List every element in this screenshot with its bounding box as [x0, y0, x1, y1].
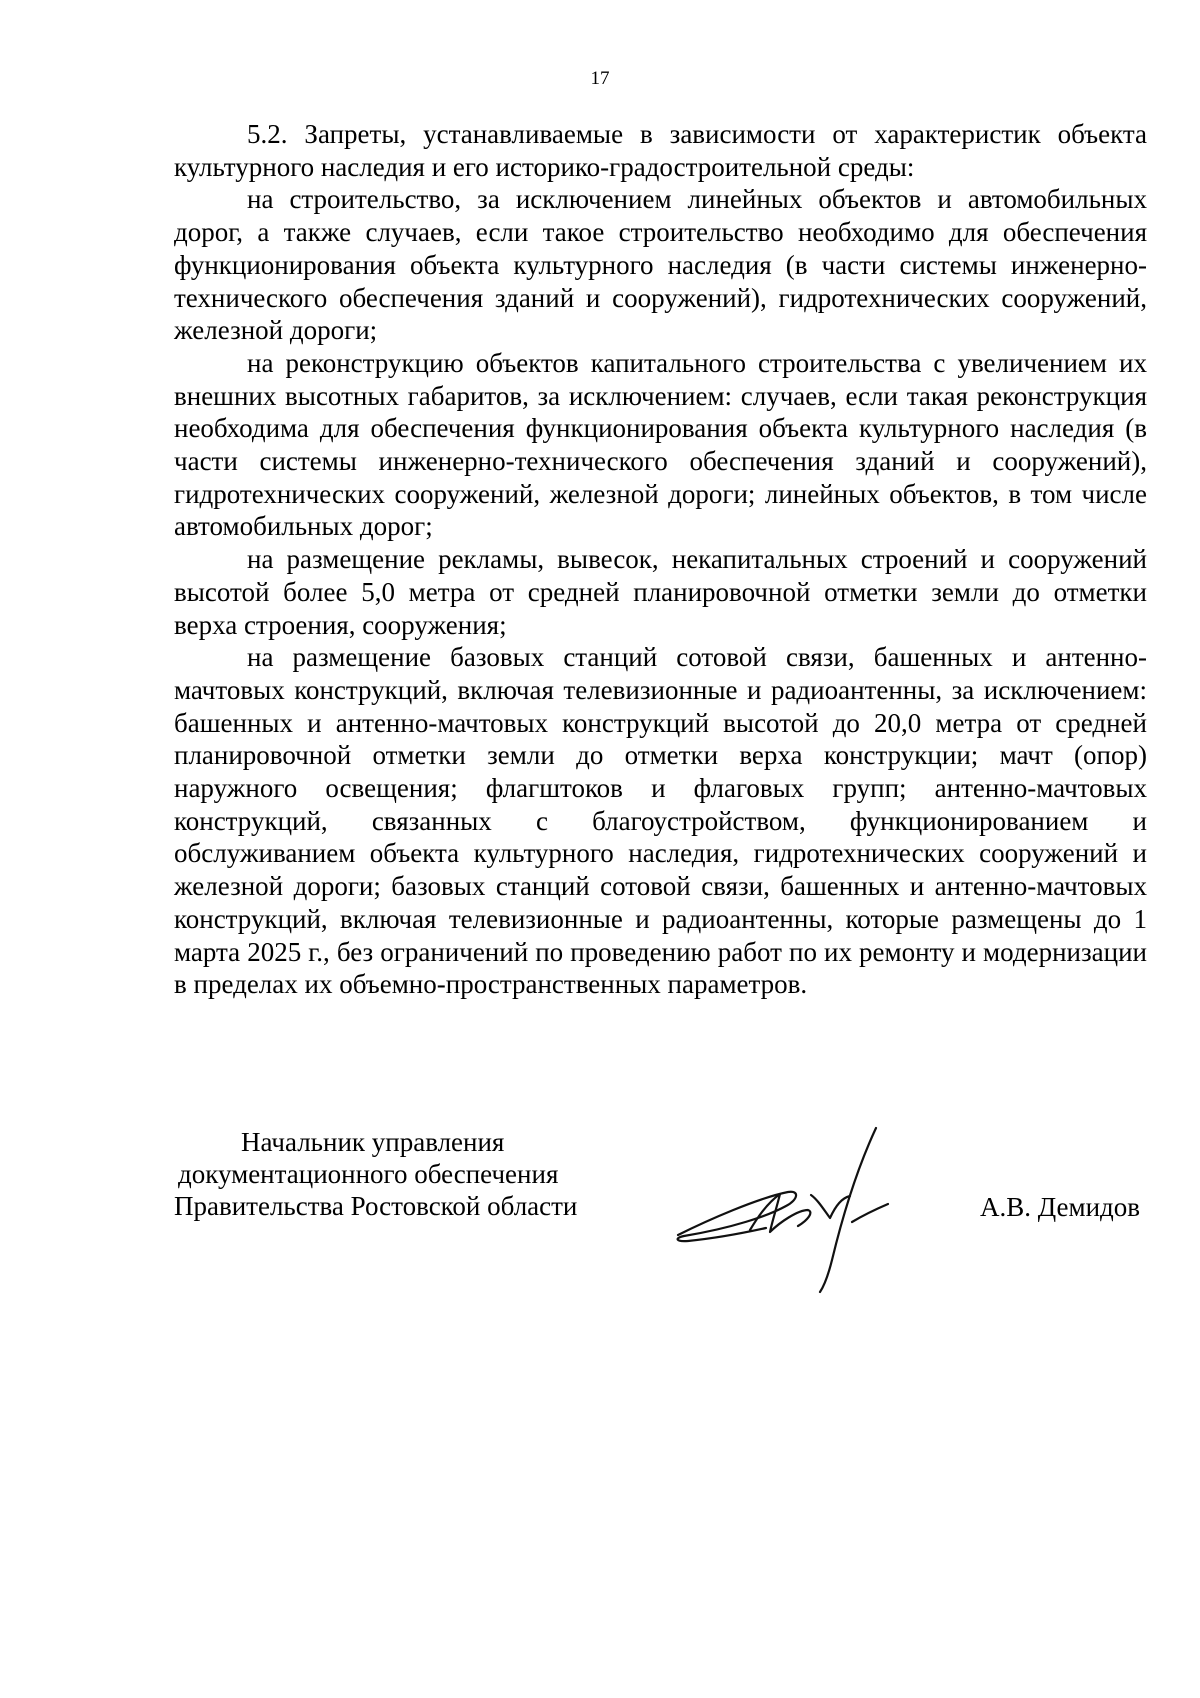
signer-position: [174, 1126, 594, 1222]
page-number: 17: [590, 68, 610, 89]
paragraph-advertising-ban: на размещение рекламы, вывесок, некапитальных строений и сооружений высотой более 5,0 метра от средней планировочной отметки земли до отметки верха строения, сооружения;: [174, 544, 1147, 640]
paragraph-base-stations-ban: на размещение базовых станций сотовой связи, башенных и антенно-мачтовых конструкций, включая телевизионные и радиоантенны, за исключением: башенных и антенно-мачтовых конструкций высотой до 20,0 метра от средней планировочной отметки земли до отметки верха конструкции; мачт (опор) наружного освещения; флагштоков и флаговых групп; антенно-мачтовых конструкций, связанных с благоустройством, функционированием и обслуживанием объекта культурного наследия, гидротехнических сооружений и железной дороги; базовых станций сотовой связи, башенных и антенно-мачтовых конструкций, включая телевизионные и радиоантенны, которые размещены до 1 марта 2025 г., без ограничений по проведению работ по их ремонту и модернизации в пределах их объемно-пространственных параметров.: [174, 642, 1147, 1000]
signer-position-line: Правительства Ростовской области: [174, 1191, 578, 1221]
handwritten-signature: [648, 1110, 948, 1300]
document-body: [174, 118, 1147, 1001]
signer-position-line: Начальник управления: [241, 1127, 505, 1157]
paragraph-construction-ban: на строительство, за исключением линейных объектов и автомобильных дорог, а также случаев, если такое строительство необходимо для обеспечения функционирования объекта культурного наследия (в части системы инженерно-технического обеспечения зданий и сооружений), гидротехнических сооружений, железной дороги;: [174, 184, 1147, 346]
signer-position-line: документационного обеспечения: [178, 1159, 559, 1189]
paragraph-5-2-heading: 5.2. Запреты, устанавливаемые в зависимости от характеристик объекта культурного наследия и его историко-градостроительной среды:: [174, 119, 1147, 182]
signer-name: А.В. Демидов: [980, 1192, 1141, 1222]
paragraph-reconstruction-ban: на реконструкцию объектов капитального строительства с увеличением их внешних высотных габаритов, за исключением: случаев, если такая реконструкция необходима для обеспечения функционирования объекта культурного наследия (в части системы инженерно-технического обеспечения зданий и сооружений), гидротехнических сооружений, железной дороги; линейных объектов, в том числе автомобильных дорог;: [174, 347, 1147, 542]
